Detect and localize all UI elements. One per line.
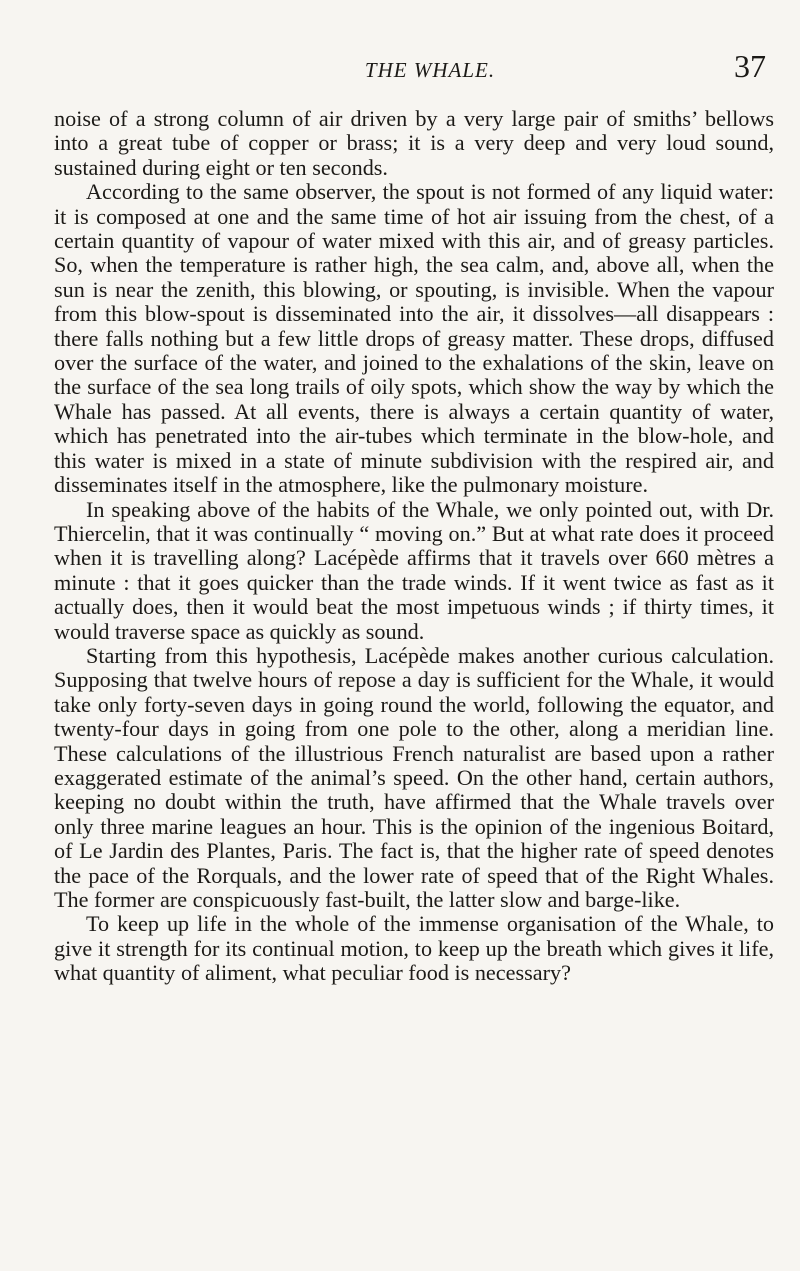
page-number: 37 xyxy=(734,48,766,84)
paragraph-whale-food: To keep up life in the whole of the immense organisation of the Whale, to give it strength for its continual motion, to keep up the breath which gives it life, what quantity of aliment, what peculiar food is necessary? xyxy=(54,911,774,986)
paragraph-continuation: noise of a strong column of air driven by a very large pair of smiths’ bellows into a great tube of copper or brass; it is a very deep and very loud sound, sustained during eight or ten seconds. xyxy=(54,106,774,180)
running-title: THE WHALE. xyxy=(364,58,496,82)
paragraph-whale-speed: In speaking above of the habits of the Whale, we only pointed out, with Dr. Thiercelin, that it was continually “ moving on.” But at what rate does it proceed when it is travelling along? Lacépède affirms that it travels over 660 mètres a minute : that it goes quicker than the trade winds. If it went twice as fast as it actually does, then it would beat the most impetuous winds ; if thirty times, it would traverse space as quickly as sound. xyxy=(54,496,774,644)
running-head xyxy=(94,46,766,86)
paragraph-lacepede-calculation: Starting from this hypothesis, Lacépède makes another curious calculation. Supposing that twelve hours of repose a day is sufficient for the Whale, it would take only forty-seven days in going round the world, following the equator, and twenty-four days in going from one pole to the other, along a meridian line. These calculations of the illustrious French naturalist are based upon a rather exaggerated estimate of the animal’s speed. On the other hand, certain authors, keeping no doubt within the truth, have affirmed that the Whale travels over only three marine leagues an hour. This is the opinion of the ingenious Boitard, of Le Jardin des Plantes, Paris. The fact is, that the higher rate of speed denotes the pace of the Rorquals, and the lower rate of speed that of the Right Whales. The former are conspicuously fast-built, the latter slow and barge-like. xyxy=(54,642,774,912)
paragraph-spout-composition: According to the same observer, the spout is not formed of any liquid water: it is composed at one and the same time of hot air issuing from the chest, of a certain quantity of vapour of water mixed with this air, and of greasy particles. So, when the temperature is rather high, the sea calm, and, above all, when the sun is near the zenith, this blowing, or spouting, is invisible. When the vapour from this blow-spout is disseminated into the air, it dissolves—all disappears : there falls nothing but a few little drops of greasy matter. These drops, diffused over the surface of the water, and joined to the exhalations of the skin, leave on the surface of the sea long trails of oily spots, which show the way by which the Whale has passed. At all events, there is always a certain quantity of water, which has penetrated into the air-tubes which terminate in the blow-hole, and this water is mixed in a state of minute subdivision with the respired air, and disseminates itself in the atmosphere, like the pulmonary moisture. xyxy=(54,179,774,498)
body-text xyxy=(54,107,774,986)
